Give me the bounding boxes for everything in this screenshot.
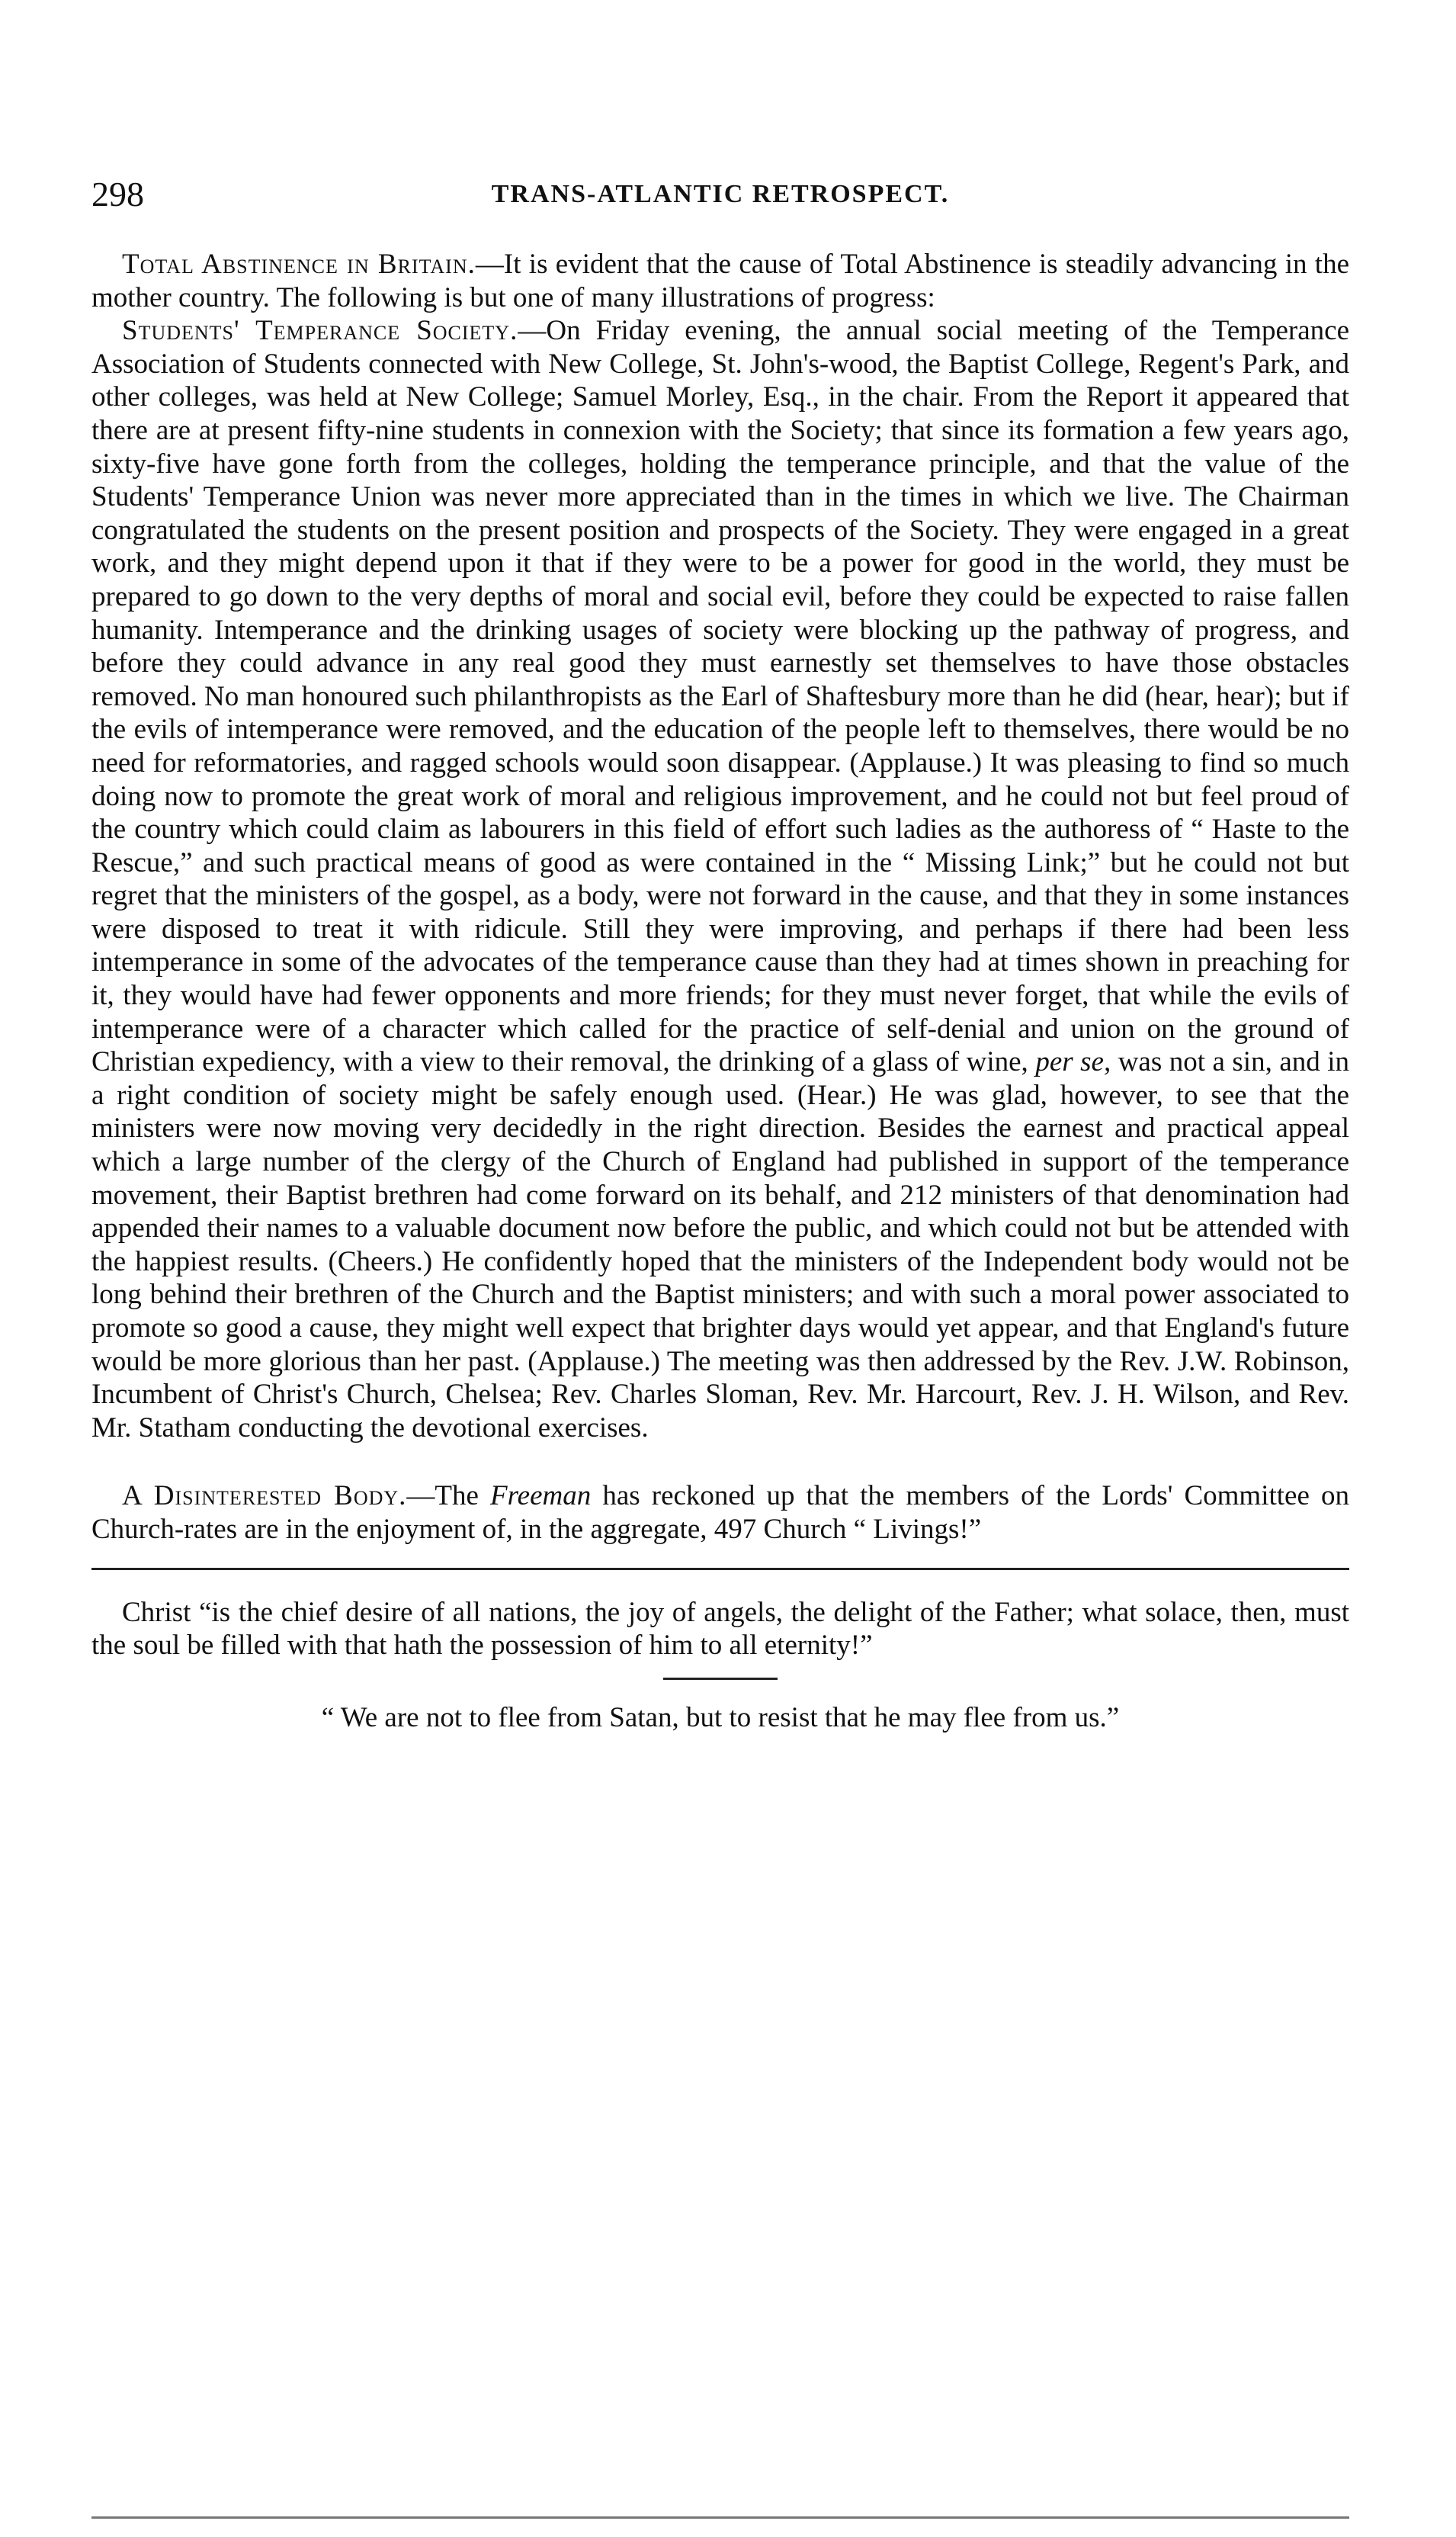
section-heading-disinterested-body: A Disinterested Body.	[122, 1480, 407, 1512]
running-title: TRANS-ATLANTIC RETROSPECT.	[491, 180, 950, 208]
paragraph-text: was not a sin, and in a right condition of society might be safely enough used. (Hear.) He was glad, however, to see that the ministers were now moving very decidedly in the right direction. Besides the earnest and practical appeal which a large number of the clergy of the Church of England had published in support of the temperance movement, their Baptist brethren had come forward on its behalf, and 212 ministers of that denomination had appended their names to a valuable document now before the public, and which could not but be attended with the happiest results. (Cheers.) He confidently hoped that the ministers of the Independent body would not be long behind their brethren of the Church and the Baptist ministers; and with such a moral power associated to promote so good a cause, they might well expect that brighter days would yet appear, and that England's future would be more glorious than her past. (Applause.) The meeting was then addressed by the Rev. J.W. Robinson, Incumbent of Christ's Church, Chelsea; Rev. Charles Sloman, Rev. Mr. Harcourt, Rev. J. H. Wilson, and Rev. Mr. Statham conducting the devotional exercises.	[91, 1046, 1350, 1444]
page-number: 298	[91, 175, 144, 214]
italic-publication-title: Freeman	[490, 1480, 592, 1512]
section-heading-students-temperance: Students' Temperance Society.	[122, 315, 518, 347]
section-heading-total-abstinence: Total Abstinence in Britain.	[122, 249, 476, 280]
quote-satan: “ We are not to flee from Satan, but to resist that he may flee from us.”	[321, 1701, 1120, 1733]
running-head	[91, 174, 1349, 220]
page-bottom-rule	[91, 2516, 1349, 2519]
paragraph-students-temperance	[91, 314, 1349, 1444]
paragraph-text: —The	[406, 1480, 491, 1512]
section-divider-rule	[91, 1568, 1349, 1570]
paragraph-total-abstinence	[91, 248, 1349, 314]
short-divider-rule	[663, 1678, 778, 1680]
paragraph-disinterested-body	[91, 1479, 1349, 1546]
italic-phrase: per se,	[1035, 1046, 1111, 1078]
paragraph-text: —It is evident that the cause of Total Abstinence is steadily advancing in the mother country. The following is but one of many illustrations of progress:	[91, 249, 1349, 313]
article-body	[91, 248, 1349, 1734]
quote-christ: Christ “is the chief desire of all nations, the joy of angels, the delight of the Father; what solace, then, must the soul be filled with that hath the possession of him to all eternity!”	[91, 1596, 1349, 1662]
paragraph-text: —On Friday evening, the annual social meeting of the Temperance Association of Students connected with New College, St. John's-wood, the Baptist College, Regent's Park, and other colleges, was held at New College; Samuel Morley, Esq., in the chair. From the Report it appeared that there are at present fifty-nine students in connexion with the Society; that since its formation a few years ago, sixty-five have gone forth from the colleges, holding the temperance principle, and that the value of the Students' Temperance Union was never more appreciated than in the times in which we live. The Chairman congratulated the students on the present position and prospects of the Society. They were engaged in a great work, and they might depend upon it that if they were to be a power for good in the world, they must be prepared to go down to the very depths of moral and social evil, before they could be expected to raise fallen humanity. Intemperance and the drinking usages of society were blocking up the pathway of progress, and before they could advance in any real good they must earnestly set themselves to have those obstacles removed. No man honoured such philanthropists as the Earl of Shaftesbury more than he did (hear, hear); but if the evils of intemperance were removed, and the education of the people left to themselves, there would be no need for reformatories, and ragged schools would soon disappear. (Applause.) It was pleasing to find so much doing now to promote the great work of moral and religious improvement, and he could not but feel proud of the country which could claim as labourers in this field of effort such ladies as the authoress of “ Haste to the Rescue,” and such practical means of good as were contained in the “ Missing Link;” but he could not but regret that the ministers of the gospel, as a body, were not forward in the cause, and that they in some instances were disposed to treat it with ridicule. Still they were improving, and perhaps if there had been less intemperance in some of the advocates of the temperance cause than they had at times shown in preaching for it, they would have had fewer opponents and more friends; for they must never forget, that while the evils of intemperance were of a character which called for the practice of self-denial and union on the ground of Christian expediency, with a view to their removal, the drinking of a glass of wine,	[91, 315, 1349, 1078]
paragraph-text: has reckoned up that the members of the Lords' Committee on Church-rates are in the enjoyment of, in the aggregate, 497 Church “ Livings!”	[91, 1480, 1349, 1545]
spacer	[91, 1444, 1349, 1479]
